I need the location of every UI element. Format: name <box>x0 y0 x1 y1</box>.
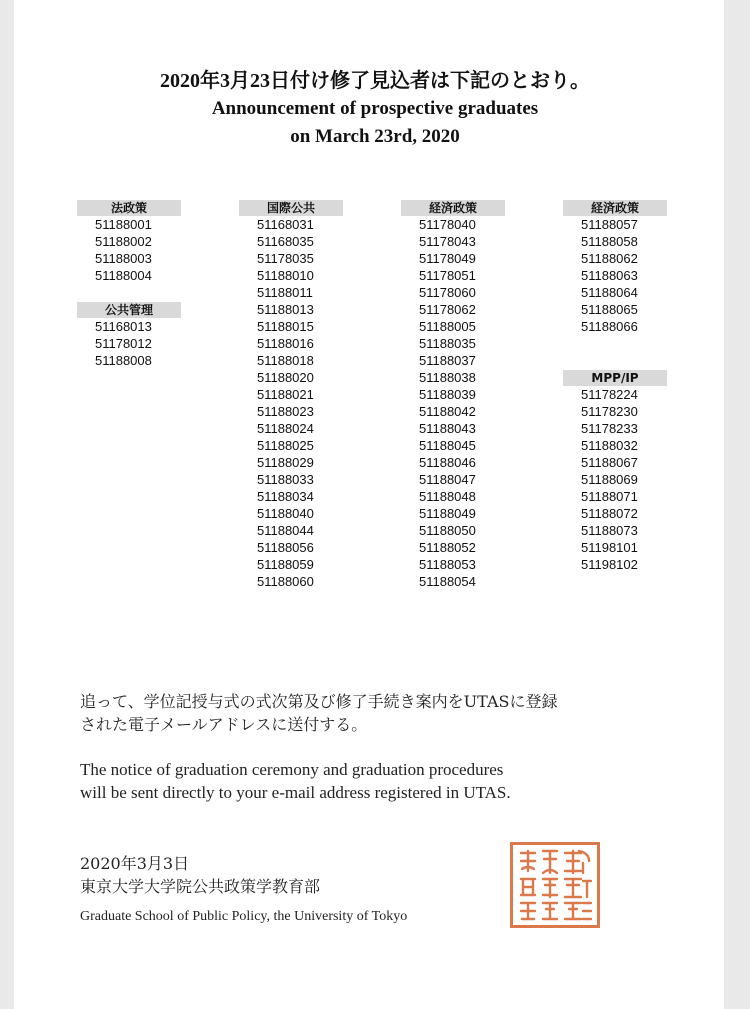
student-id: 51178043 <box>419 234 476 249</box>
student-id: 51188060 <box>257 574 314 589</box>
issue-date: 2020年3月3日 <box>80 854 190 873</box>
student-id: 51188072 <box>581 506 638 521</box>
official-seal-stamp <box>510 842 600 928</box>
student-id: 51178233 <box>581 421 638 436</box>
student-id: 51178062 <box>419 302 476 317</box>
student-id: 51188025 <box>257 438 314 453</box>
student-id: 51188056 <box>257 540 314 555</box>
student-id: 51188023 <box>257 404 314 419</box>
student-id: 51188069 <box>581 472 638 487</box>
student-id: 51198102 <box>581 557 638 572</box>
student-id: 51188062 <box>581 251 638 266</box>
student-id: 51188063 <box>581 268 638 283</box>
student-id: 51188065 <box>581 302 638 317</box>
student-id: 51188058 <box>581 234 638 249</box>
organization-en: Graduate School of Public Policy, the University of Tokyo <box>80 909 408 924</box>
student-id: 51188039 <box>419 387 476 402</box>
student-id: 51168035 <box>257 234 314 249</box>
student-id: 51188048 <box>419 489 476 504</box>
student-id: 51188016 <box>257 336 314 351</box>
student-id: 51188067 <box>581 455 638 470</box>
student-id: 51188029 <box>257 455 314 470</box>
notice-ja-line1: 追って、学位記授与式の式次第及び修了手続き案内をUTASに登録 <box>80 692 558 711</box>
student-id: 51188004 <box>95 268 152 283</box>
student-id: 51188066 <box>581 319 638 334</box>
student-id: 51188005 <box>419 319 476 334</box>
student-id: 51188038 <box>419 370 476 385</box>
student-id: 51178035 <box>257 251 314 266</box>
student-id: 51188059 <box>257 557 314 572</box>
student-id: 51178049 <box>419 251 476 266</box>
student-id: 51188050 <box>419 523 476 538</box>
student-id: 51188020 <box>257 370 314 385</box>
student-id: 51178012 <box>95 336 152 351</box>
group-keizai-2 <box>563 200 667 335</box>
student-id: 51188001 <box>95 217 152 232</box>
student-id: 51188046 <box>419 455 476 470</box>
group-header: 国際公共 <box>239 200 343 216</box>
student-id: 51188024 <box>257 421 314 436</box>
student-id: 51188047 <box>419 472 476 487</box>
student-id: 51188037 <box>419 353 476 368</box>
student-id: 51188044 <box>257 523 314 538</box>
student-id: 51168031 <box>257 217 314 232</box>
student-id: 51188053 <box>419 557 476 572</box>
group-header: 公共管理 <box>77 302 181 318</box>
student-id: 51188032 <box>581 438 638 453</box>
student-id: 51178230 <box>581 404 638 419</box>
organization-ja: 東京大学大学院公共政策学教育部 <box>80 877 321 896</box>
student-id: 51188052 <box>419 540 476 555</box>
notice-en-line1: The notice of graduation ceremony and graduation procedures <box>80 760 504 779</box>
student-id: 51188042 <box>419 404 476 419</box>
student-id: 51188011 <box>257 285 313 300</box>
student-id: 51178060 <box>419 285 476 300</box>
student-id: 51188057 <box>581 217 638 232</box>
student-id: 51188015 <box>257 319 314 334</box>
group-header: MPP/IP <box>563 370 667 386</box>
group-kokusai <box>239 200 343 590</box>
student-id: 51188064 <box>581 285 638 300</box>
student-id: 51188035 <box>419 336 476 351</box>
student-id: 51178040 <box>419 217 476 232</box>
student-id: 51188054 <box>419 574 476 589</box>
group-header: 法政策 <box>77 200 181 216</box>
student-id: 51178051 <box>419 268 476 283</box>
student-id: 51178224 <box>581 387 638 402</box>
announcement-title-en: Announcement of prospective graduates <box>211 98 539 119</box>
group-mpp-ip <box>563 370 667 573</box>
student-id: 51188040 <box>257 506 314 521</box>
student-id: 51188049 <box>419 506 476 521</box>
student-id: 51188013 <box>257 302 314 317</box>
group-housei <box>77 200 181 284</box>
notice-en-line2: will be sent directly to your e-mail address registered in UTAS. <box>80 783 511 802</box>
student-id: 51188010 <box>257 268 314 283</box>
student-id: 51188034 <box>257 489 314 504</box>
student-id: 51188008 <box>95 353 152 368</box>
group-header: 経済政策 <box>563 200 667 216</box>
student-id: 51198101 <box>581 540 638 555</box>
student-id: 51188043 <box>419 421 476 436</box>
student-id: 51188073 <box>581 523 638 538</box>
student-id: 51188045 <box>419 438 476 453</box>
seal-icon <box>513 845 597 925</box>
student-id: 51188003 <box>95 251 152 266</box>
notice-ja-line2: された電子メールアドレスに送付する。 <box>80 715 368 734</box>
announcement-title-ja: 2020年3月23日付け修了見込者は下記のとおり。 <box>160 70 590 92</box>
student-id: 51188033 <box>257 472 314 487</box>
student-id: 51188018 <box>257 353 314 368</box>
group-koukyou <box>77 302 181 369</box>
announcement-date-en: on March 23rd, 2020 <box>290 126 460 147</box>
student-id: 51188002 <box>95 234 152 249</box>
student-id: 51188021 <box>257 387 314 402</box>
group-header: 経済政策 <box>401 200 505 216</box>
student-id: 51188071 <box>581 489 638 504</box>
student-id: 51168013 <box>95 319 152 334</box>
group-keizai-1 <box>401 200 505 590</box>
